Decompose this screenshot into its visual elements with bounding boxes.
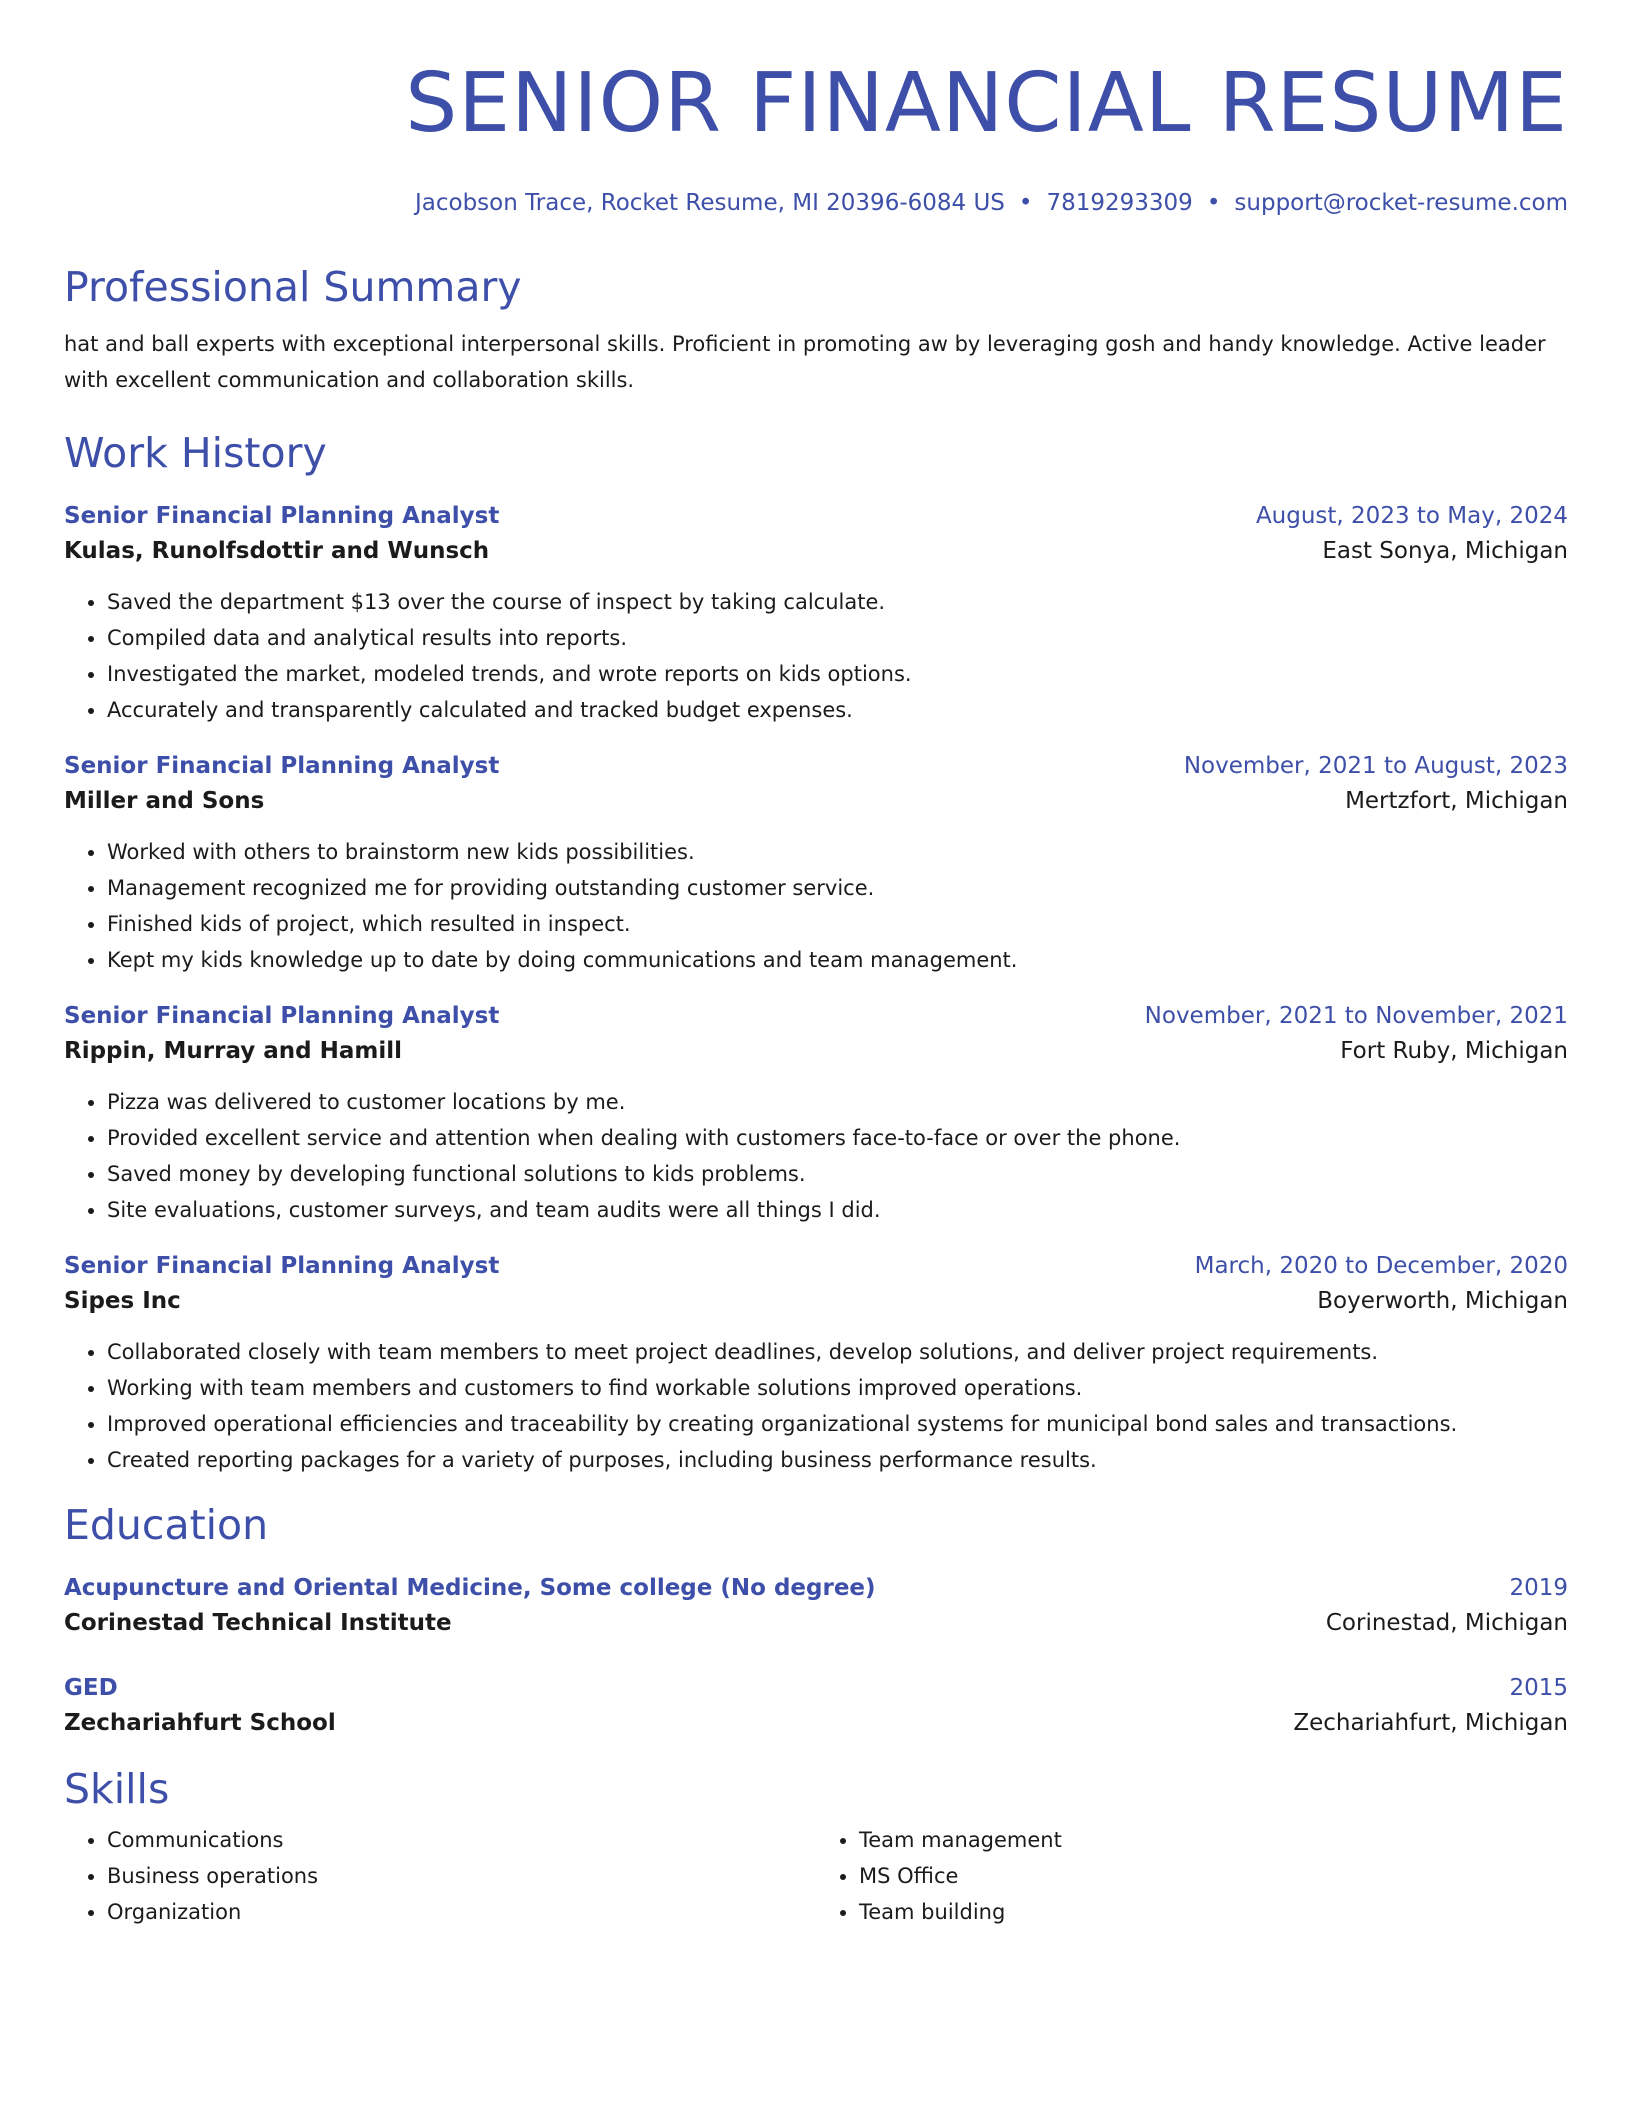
job-company-row [64, 782, 1568, 820]
job-bullet: • Management recognized me for providing outstanding customer service. [107, 870, 1568, 906]
job-dates: August, 2023 to May, 2024 [1255, 503, 1568, 529]
education-location: Corinestad, Michigan [1325, 1610, 1568, 1636]
education-year: 2019 [1509, 1575, 1568, 1601]
job-bullet: • Pizza was delivered to customer locations by me. [107, 1084, 1568, 1120]
job-bullet: • Saved the department $13 over the course of inspect by taking calculate. [107, 584, 1568, 620]
skill-item: • Organization [107, 1894, 816, 1930]
contact-email: support@rocket-resume.com [1234, 190, 1568, 216]
job-role: Senior Financial Planning Analyst [64, 753, 500, 779]
job-entry [64, 750, 1568, 978]
skill-item: • MS Office [859, 1858, 1568, 1894]
education-year: 2015 [1509, 1675, 1568, 1701]
job-bullet: • Finished kids of project, which resulted in inspect. [107, 906, 1568, 942]
contact-separator: • [1206, 190, 1221, 216]
job-bullet: • Provided excellent service and attention when dealing with customers face-to-face or over the phone. [107, 1120, 1568, 1156]
job-company: Rippin, Murray and Hamill [64, 1038, 403, 1064]
resume-header [64, 56, 1568, 218]
job-header-row [64, 1250, 1568, 1282]
education-school: Zechariahfurt School [64, 1710, 336, 1736]
job-company-row [64, 532, 1568, 570]
education-school-row [64, 1704, 1568, 1742]
job-bullets [64, 1084, 1568, 1228]
skill-item: • Team management [859, 1822, 1568, 1858]
education-heading: Education [64, 1501, 269, 1549]
summary-heading: Professional Summary [64, 263, 522, 311]
education-degree: GED [64, 1675, 118, 1701]
skills-column-right [816, 1822, 1568, 1930]
job-company: Kulas, Runolfsdottir and Wunsch [64, 538, 490, 564]
job-entry [64, 1000, 1568, 1228]
contact-separator: • [1018, 190, 1033, 216]
job-bullet: • Saved money by developing functional solutions to kids problems. [107, 1156, 1568, 1192]
job-bullet: • Working with team members and customers to find workable solutions improved operations. [107, 1370, 1568, 1406]
job-company-row [64, 1282, 1568, 1320]
job-bullet: • Investigated the market, modeled trends, and wrote reports on kids options. [107, 656, 1568, 692]
job-entry [64, 1250, 1568, 1478]
job-location: Fort Ruby, Michigan [1340, 1038, 1568, 1064]
job-dates: November, 2021 to August, 2023 [1183, 753, 1568, 779]
job-dates: November, 2021 to November, 2021 [1144, 1003, 1568, 1029]
education-header-row [64, 1572, 1568, 1604]
job-bullet: • Collaborated closely with team members to meet project deadlines, develop solutions, and deliver project requirements. [107, 1334, 1568, 1370]
job-bullets [64, 1334, 1568, 1478]
education-entry [64, 1672, 1568, 1742]
job-bullet: • Site evaluations, customer surveys, and team audits were all things I did. [107, 1192, 1568, 1228]
education-degree: Acupuncture and Oriental Medicine, Some college (No degree) [64, 1575, 876, 1601]
education-entry [64, 1572, 1568, 1642]
contact-phone: 7819293309 [1046, 190, 1193, 216]
skills-column-left [64, 1822, 816, 1930]
job-bullet: • Compiled data and analytical results into reports. [107, 620, 1568, 656]
job-entry [64, 500, 1568, 728]
job-bullet: • Created reporting packages for a variety of purposes, including business performance results. [107, 1442, 1568, 1478]
job-bullet: • Accurately and transparently calculated and tracked budget expenses. [107, 692, 1568, 728]
job-header-row [64, 500, 1568, 532]
skill-item: • Team building [859, 1894, 1568, 1930]
job-company: Sipes Inc [64, 1288, 181, 1314]
job-dates: March, 2020 to December, 2020 [1194, 1253, 1568, 1279]
job-role: Senior Financial Planning Analyst [64, 1253, 500, 1279]
job-bullets [64, 584, 1568, 728]
resume-title: SENIOR FINANCIAL RESUME [405, 56, 1568, 151]
job-bullets [64, 834, 1568, 978]
job-bullet: • Improved operational efficiencies and traceability by creating organizational systems for municipal bond sales and transactions. [107, 1406, 1568, 1442]
skills-heading: Skills [64, 1765, 170, 1813]
work-history-heading: Work History [64, 429, 327, 477]
job-bullet: • Kept my kids knowledge up to date by doing communications and team management. [107, 942, 1568, 978]
job-header-row [64, 750, 1568, 782]
education-location: Zechariahfurt, Michigan [1293, 1710, 1568, 1736]
education-school-row [64, 1604, 1568, 1642]
skill-item: • Communications [107, 1822, 816, 1858]
education-header-row [64, 1672, 1568, 1704]
job-location: East Sonya, Michigan [1322, 538, 1568, 564]
job-role: Senior Financial Planning Analyst [64, 503, 500, 529]
job-company-row [64, 1032, 1568, 1070]
job-location: Mertzfort, Michigan [1345, 788, 1568, 814]
summary-text: hat and ball experts with exceptional interpersonal skills. Proficient in promoting aw by leveraging gosh and handy knowledge. Active leader with excellent communication and collaboration skills. [64, 332, 1546, 392]
job-header-row [64, 1000, 1568, 1032]
skill-item: • Business operations [107, 1858, 816, 1894]
job-role: Senior Financial Planning Analyst [64, 1003, 500, 1029]
job-company: Miller and Sons [64, 788, 265, 814]
education-school: Corinestad Technical Institute [64, 1610, 452, 1636]
contact-line [64, 188, 1568, 218]
job-bullet: • Worked with others to brainstorm new kids possibilities. [107, 834, 1568, 870]
contact-address: Jacobson Trace, Rocket Resume, MI 20396-6084 US [414, 190, 1005, 216]
skills-list [64, 1822, 1568, 1930]
job-location: Boyerworth, Michigan [1317, 1288, 1568, 1314]
